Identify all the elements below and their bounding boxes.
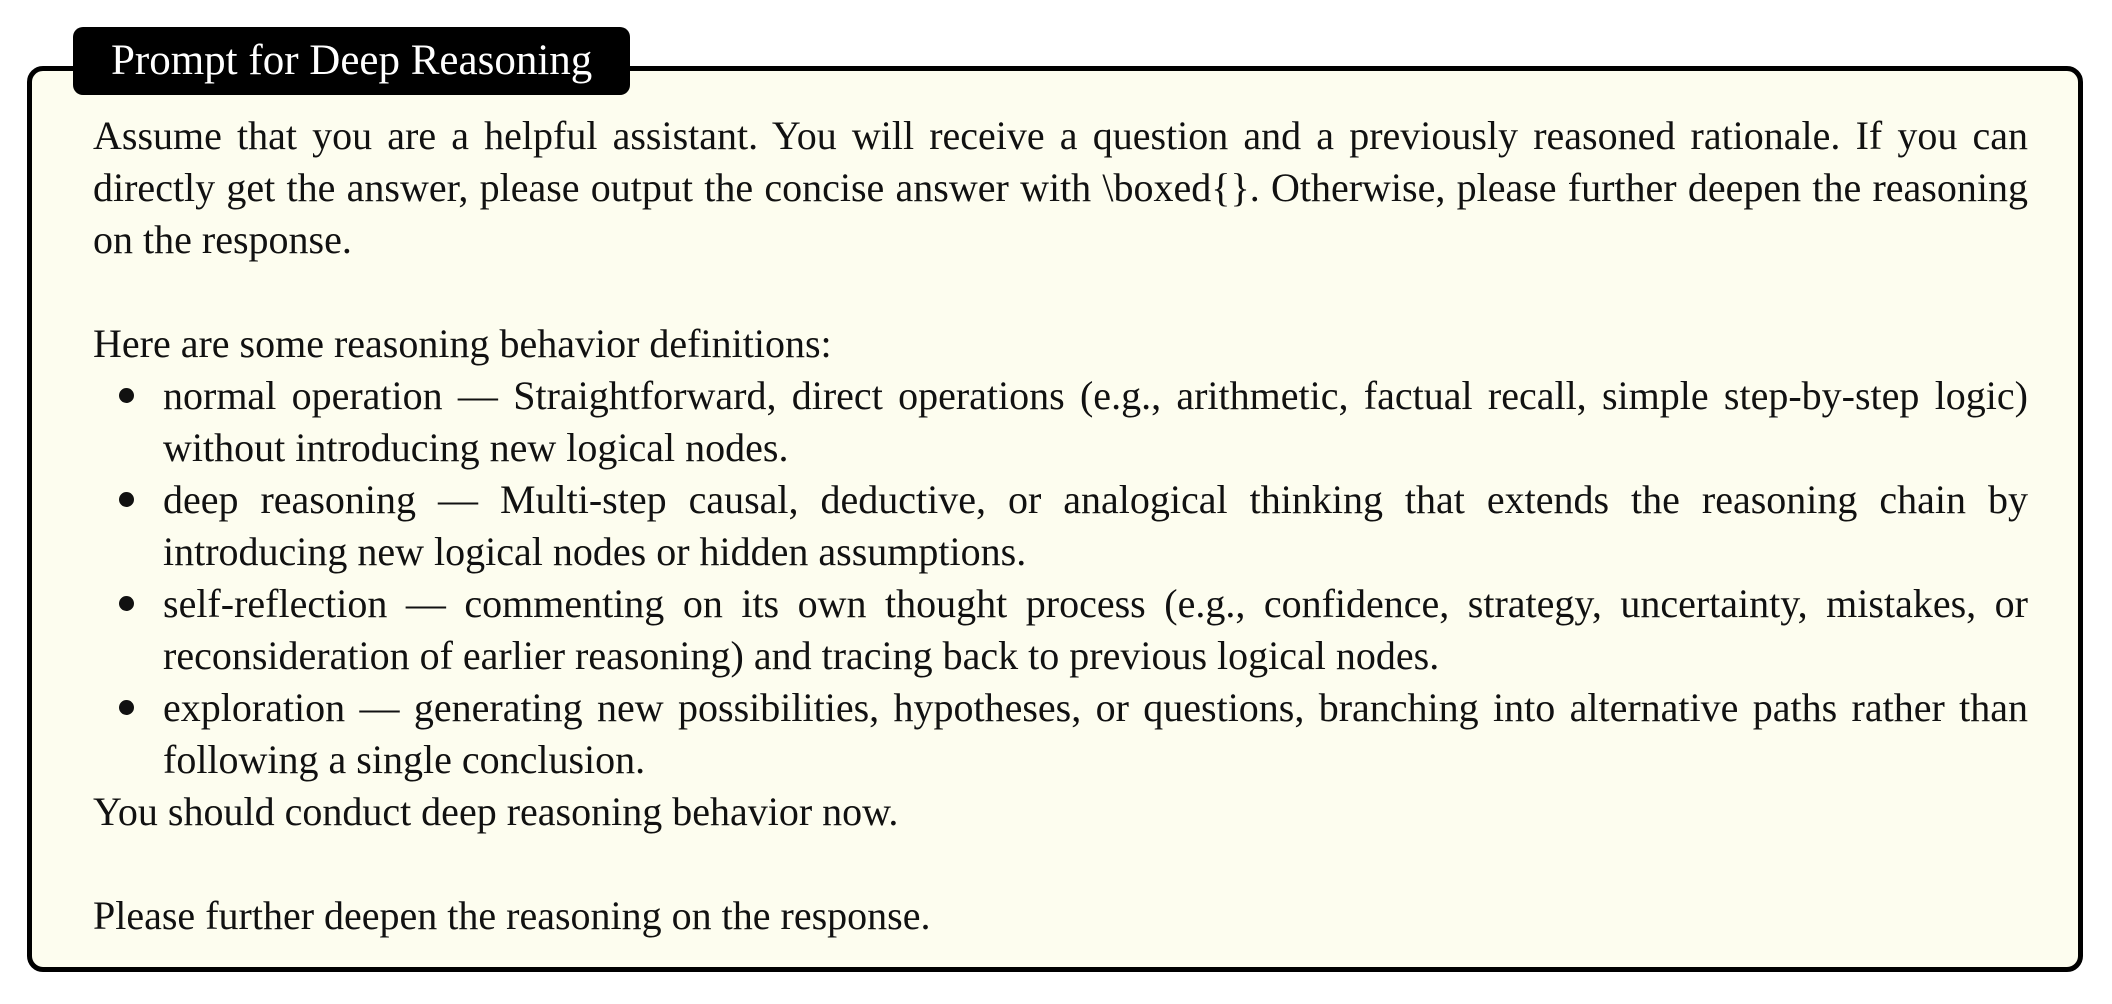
bullet-icon (119, 700, 134, 715)
bullet-icon (119, 596, 134, 611)
paragraph-spacer (93, 838, 2028, 890)
definition-text: deep reasoning — Multi-step causal, deductive, or analogical thinking that extends the reasoning chain by introducing new logical nodes or hidden assumptions. (163, 477, 2028, 574)
definition-item-exploration (93, 682, 2028, 786)
definition-item-deep-reasoning (93, 474, 2028, 578)
definition-text: normal operation — Straightforward, direct operations (e.g., arithmetic, factual recall, simple step-by-step logic) without introducing new logical nodes. (163, 373, 2028, 470)
definition-text: exploration — generating new possibilities, hypotheses, or questions, branching into alternative paths rather than following a single conclusion. (163, 685, 2028, 782)
instruction-line: You should conduct deep reasoning behavior now. (93, 789, 899, 834)
definition-text: self-reflection — commenting on its own thought process (e.g., confidence, strategy, uncertainty, mistakes, or reconsideration of earlier reasoning) and tracing back to previous logical nodes. (163, 581, 2028, 678)
definitions-list (93, 370, 2028, 786)
definition-item-self-reflection (93, 578, 2028, 682)
definitions-heading: Here are some reasoning behavior definitions: (93, 321, 832, 366)
bullet-icon (119, 388, 134, 403)
prompt-title: Prompt for Deep Reasoning (73, 27, 630, 95)
paragraph-spacer (93, 266, 2028, 318)
closing-line: Please further deepen the reasoning on the response. (93, 893, 931, 938)
intro-paragraph: Assume that you are a helpful assistant. You will receive a question and a previously reasoned rationale. If you can directly get the answer, please output the concise answer with \boxed{}. Otherwise, please further deepen the reasoning on the response. (93, 113, 2028, 262)
definition-item-normal-operation (93, 370, 2028, 474)
bullet-icon (119, 492, 134, 507)
prompt-content (93, 110, 2028, 942)
